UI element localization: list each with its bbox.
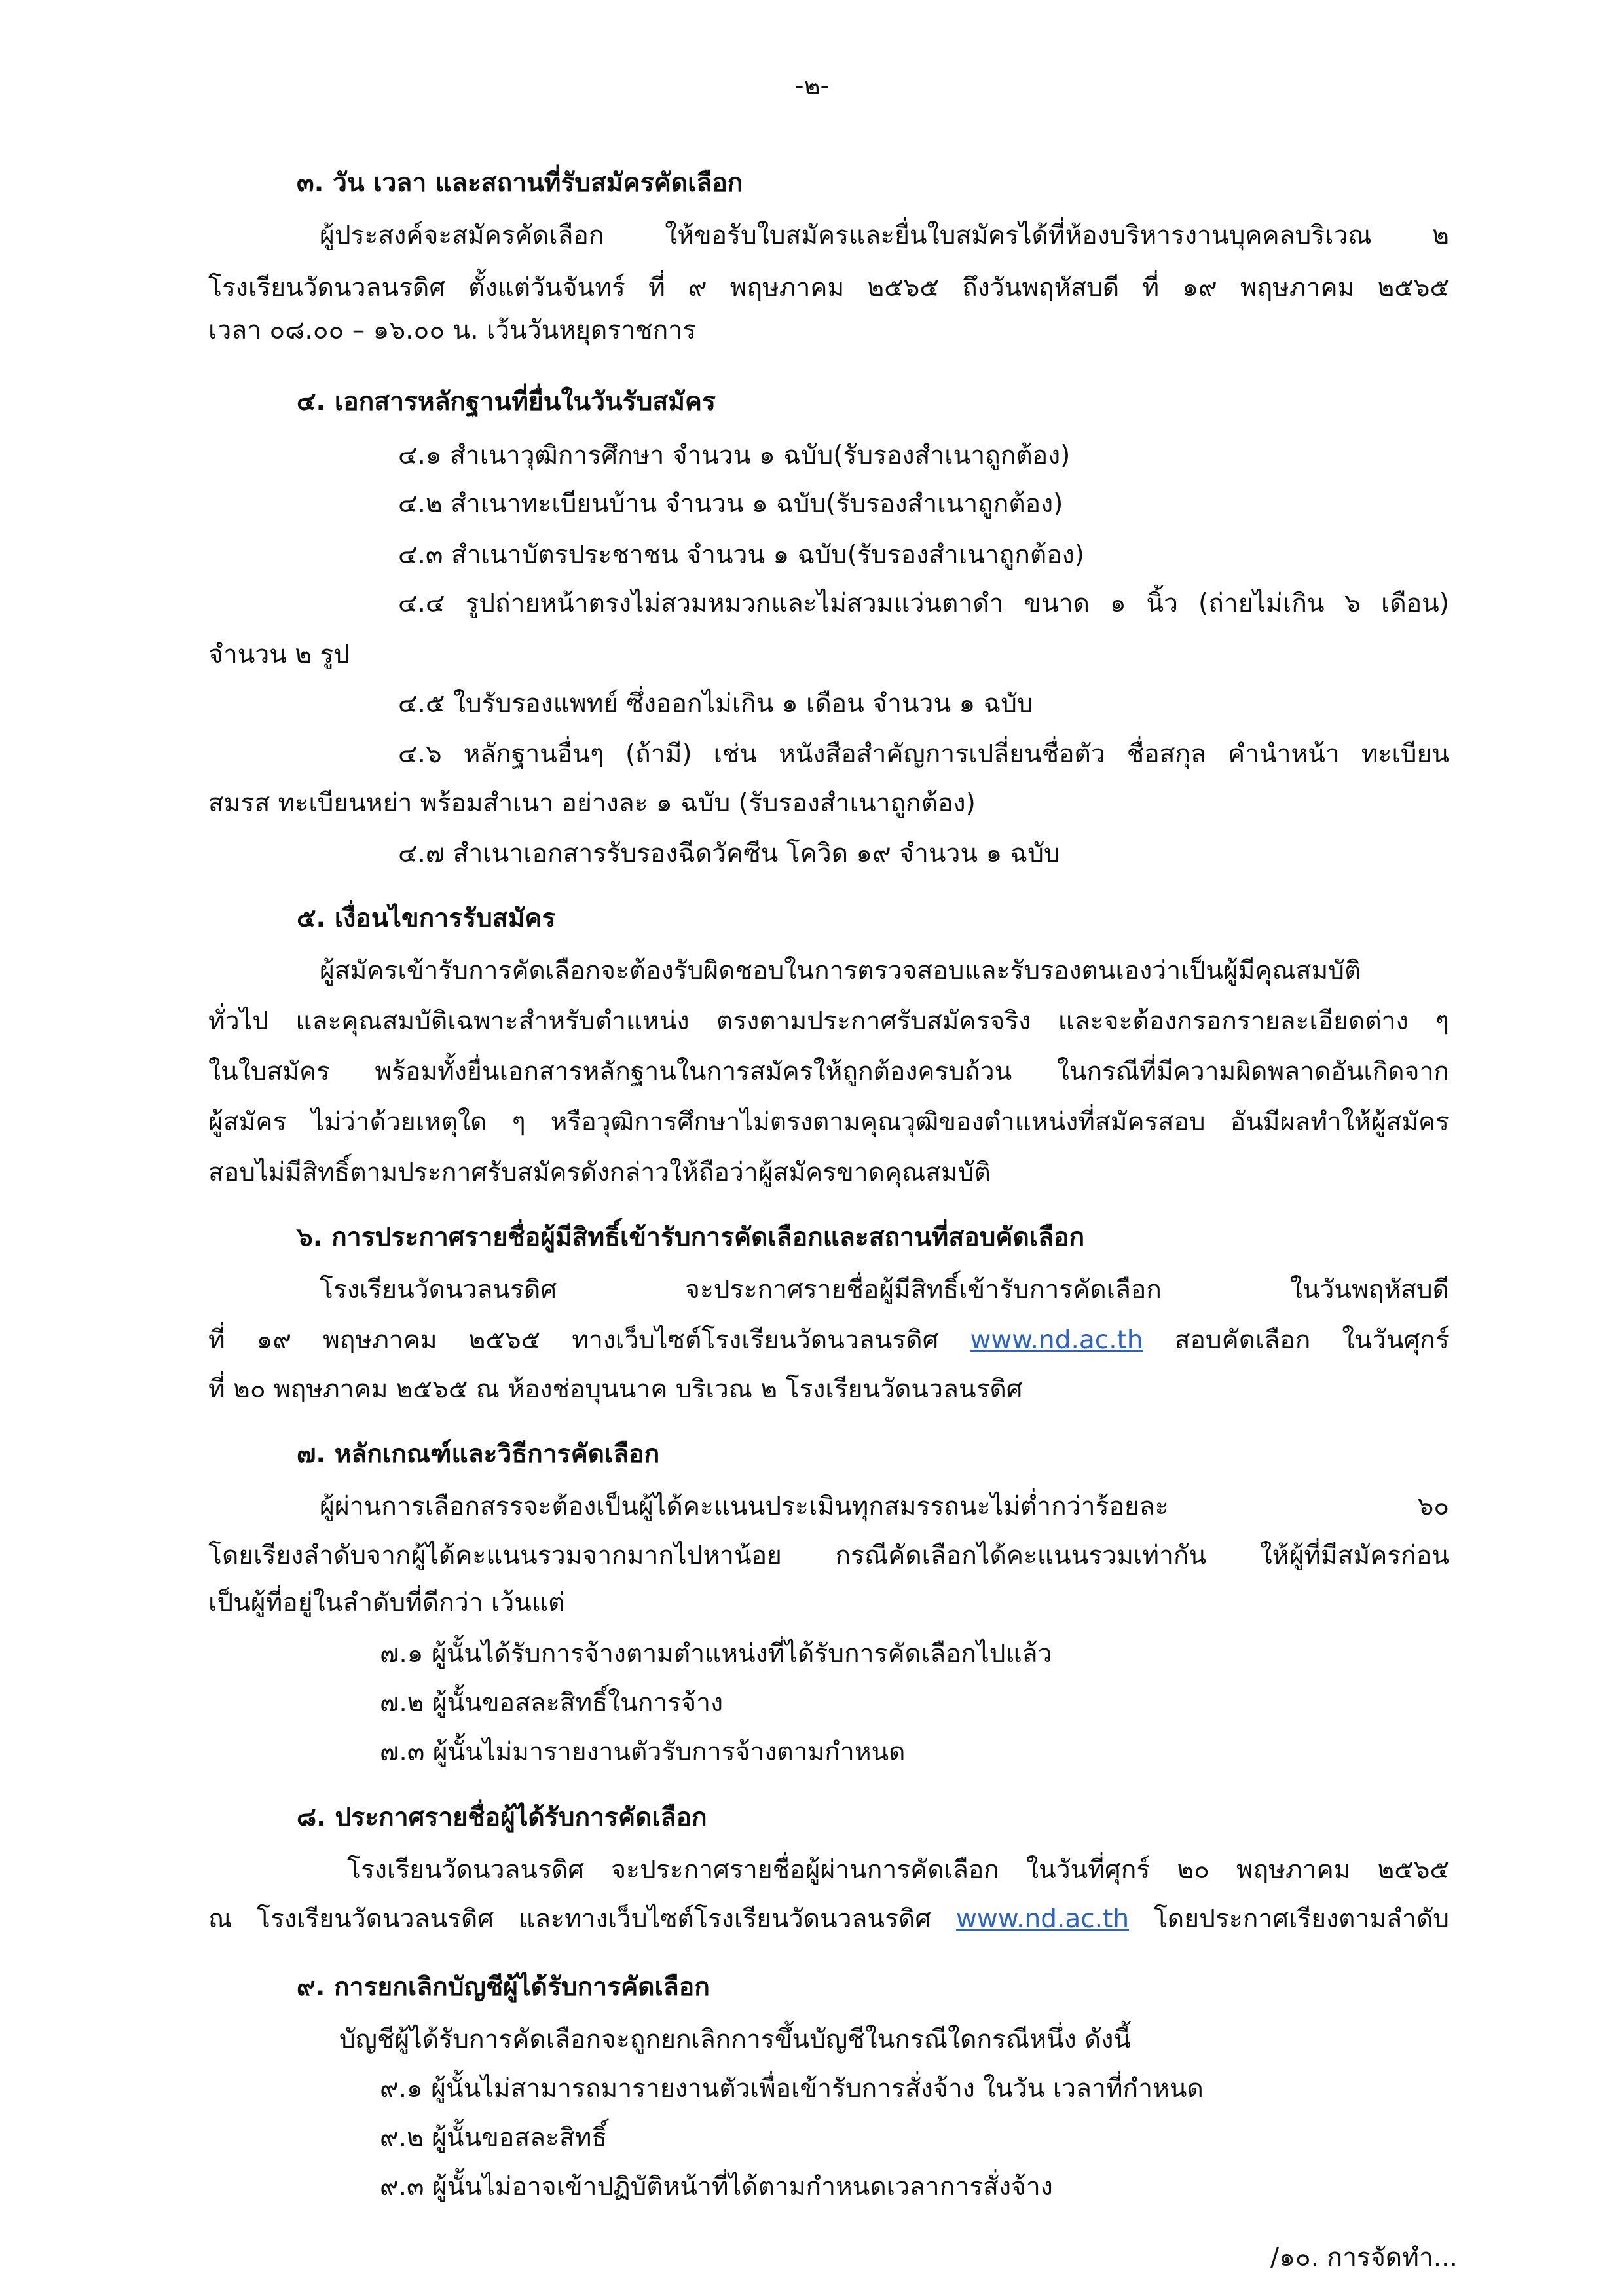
- section-8-line-1: โรงเรียนวัดนวลนรดิศ จะประกาศรายชื่อผู้ผ่านการคัดเลือก ในวันที่ศุกร์ ๒๐ พฤษภาคม ๒๕๖๕: [347, 1855, 1449, 1885]
- section-7-line-1: ผู้ผ่านการเลือกสรรจะต้องเป็นผู้ได้คะแนนประเมินทุกสมรรถนะไม่ต่ำกว่าร้อยละ ๖๐: [320, 1492, 1449, 1521]
- section-9-line-1: บัญชีผู้ได้รับการคัดเลือกจะถูกยกเลิกการขึ้นบัญชีในกรณีใดกรณีหนึ่ง ดังนี้: [339, 2025, 1132, 2054]
- section-4-heading: ๔. เอกสารหลักฐานที่ยื่นในวันรับสมัคร: [297, 387, 716, 416]
- continuation-note: /๑๐. การจัดทำ...: [1270, 2243, 1458, 2272]
- section-7-item-2: ๗.๒ ผู้นั้นขอสละสิทธิ์ในการจ้าง: [380, 1688, 724, 1718]
- section-4-item-4-line-1: ๔.๔ รูปถ่ายหน้าตรงไม่สวมหมวกและไม่สวมแว่นตาดำ ขนาด ๑ นิ้ว (ถ่ายไม่เกิน ๖ เดือน): [398, 589, 1449, 618]
- section-5-line-2: ทั่วไป และคุณสมบัติเฉพาะสำหรับตำแหน่ง ตรงตามประกาศรับสมัครจริง และจะต้องกรอกรายละเอียดต่าง ๆ: [208, 1007, 1449, 1036]
- section-3-line-1: ผู้ประสงค์จะสมัครคัดเลือก ให้ขอรับใบสมัครและยื่นใบสมัครได้ที่ห้องบริหารงานบุคคลบริเวณ ๒: [320, 221, 1449, 250]
- section-5-line-1: ผู้สมัครเข้ารับการคัดเลือกจะต้องรับผิดชอบในการตรวจสอบและรับรองตนเองว่าเป็นผู้มีคุณสมบัติ: [320, 956, 1361, 986]
- section-3-line-2: โรงเรียนวัดนวลนรดิศ ตั้งแต่วันจันทร์ ที่ ๙ พฤษภาคม ๒๕๖๕ ถึงวันพฤหัสบดี ที่ ๑๙ พฤษภาคม ๒๕๖๕: [208, 273, 1449, 303]
- section-8-line-2: [208, 1901, 1449, 1938]
- section-7-item-1: ๗.๑ ผู้นั้นได้รับการจ้างตามตำแหน่งที่ได้รับการคัดเลือกไปแล้ว: [380, 1639, 1052, 1669]
- section-5-line-5: สอบไม่มีสิทธิ์ตามประกาศรับสมัครดังกล่าวให้ถือว่าผู้สมัครขาดคุณสมบัติ: [208, 1158, 991, 1187]
- school-website-link[interactable]: www.nd.ac.th: [970, 1325, 1143, 1355]
- section-4-item-5: ๔.๕ ใบรับรองแพทย์ ซึ่งออกไม่เกิน ๑ เดือน จำนวน ๑ ฉบับ: [398, 689, 1033, 718]
- section-8-heading: ๘. ประกาศรายชื่อผู้ได้รับการคัดเลือก: [297, 1803, 707, 1832]
- section-9-item-2: ๙.๒ ผู้นั้นขอสละสิทธิ์: [380, 2123, 608, 2153]
- section-5-line-3: ในใบสมัคร พร้อมทั้งยื่นเอกสารหลักฐานในการสมัครให้ถูกต้องครบถ้วน ในกรณีที่มีความผิดพลาดอันเกิดจาก: [208, 1057, 1449, 1086]
- section-9-heading: ๙. การยกเลิกบัญชีผู้ได้รับการคัดเลือก: [297, 1972, 710, 2002]
- section-4-item-2: ๔.๒ สำเนาทะเบียนบ้าน จำนวน ๑ ฉบับ(รับรองสำเนาถูกต้อง): [398, 489, 1063, 519]
- section-6-line-2-text: ที่ ๑๙ พฤษภาคม ๒๕๖๕ ทางเว็บไซต์โรงเรียนวัดนวลนรดิศ: [208, 1325, 970, 1355]
- section-6-line-3: ที่ ๒๐ พฤษภาคม ๒๕๖๕ ณ ห้องช่อบุนนาค บริเวณ ๒ โรงเรียนวัดนวลนรดิศ: [208, 1375, 1023, 1404]
- school-website-link-2[interactable]: www.nd.ac.th: [955, 1904, 1130, 1934]
- section-8-line-2-text: ณ โรงเรียนวัดนวลนรดิศ และทางเว็บไซต์โรงเรียนวัดนวลนรดิศ: [208, 1904, 956, 1934]
- section-5-heading: ๕. เงื่อนไขการรับสมัคร: [297, 904, 556, 933]
- section-3-line-3: เวลา ๐๘.๐๐ – ๑๖.๐๐ น. เว้นวันหยุดราชการ: [208, 316, 697, 345]
- section-6-line-2-tail: สอบคัดเลือก ในวันศุกร์: [1143, 1325, 1449, 1355]
- section-4-item-3: ๔.๓ สำเนาบัตรประชาชน จำนวน ๑ ฉบับ(รับรองสำเนาถูกต้อง): [398, 540, 1084, 570]
- section-4-item-7: ๔.๗ สำเนาเอกสารรับรองฉีดวัคซีน โควิด ๑๙ จำนวน ๑ ฉบับ: [398, 839, 1060, 868]
- section-7-heading: ๗. หลักเกณฑ์และวิธีการคัดเลือก: [297, 1439, 660, 1469]
- section-9-item-3: ๙.๓ ผู้นั้นไม่อาจเข้าปฏิบัติหน้าที่ได้ตามกำหนดเวลาการสั่งจ้าง: [380, 2172, 1053, 2202]
- section-7-item-3: ๗.๓ ผู้นั้นไม่มารายงานตัวรับการจ้างตามกำหนด: [380, 1737, 906, 1767]
- section-8-line-2-tail: โดยประกาศเรียงตามลำดับ: [1129, 1904, 1449, 1934]
- section-3-heading: ๓. วัน เวลา และสถานที่รับสมัครคัดเลือก: [297, 168, 743, 198]
- section-6-line-1: โรงเรียนวัดนวลนรดิศ จะประกาศรายชื่อผู้มีสิทธิ์เข้ารับการคัดเลือก ในวันพฤหัสบดี: [320, 1275, 1449, 1304]
- section-6-line-2: [208, 1322, 1449, 1359]
- section-4-item-6-line-2: สมรส ทะเบียนหย่า พร้อมสำเนา อย่างละ ๑ ฉบับ (รับรองสำเนาถูกต้อง): [208, 788, 976, 818]
- section-4-item-1: ๔.๑ สำเนาวุฒิการศึกษา จำนวน ๑ ฉบับ(รับรองสำเนาถูกต้อง): [398, 441, 1071, 470]
- section-7-line-2: โดยเรียงลำดับจากผู้ได้คะแนนรวมจากมากไปหาน้อย กรณีคัดเลือกได้คะแนนรวมเท่ากัน ให้ผู้ที่มีสมัครก่อน: [208, 1541, 1449, 1570]
- section-9-item-1: ๙.๑ ผู้นั้นไม่สามารถมารายงานตัวเพื่อเข้ารับการสั่งจ้าง ในวัน เวลาที่กำหนด: [380, 2074, 1204, 2103]
- section-6-heading: ๖. การประกาศรายชื่อผู้มีสิทธิ์เข้ารับการคัดเลือกและสถานที่สอบคัดเลือก: [297, 1223, 1085, 1252]
- section-4-item-6-line-1: ๔.๖ หลักฐานอื่นๆ (ถ้ามี) เช่น หนังสือสำคัญการเปลี่ยนชื่อตัว ชื่อสกุล คำนำหน้า ทะเบียน: [398, 739, 1449, 769]
- page-number: -๒-: [794, 71, 830, 100]
- section-7-line-3: เป็นผู้ที่อยู่ในลำดับที่ดีกว่า เว้นแต่: [208, 1588, 565, 1617]
- section-4-item-4-line-2: จำนวน ๒ รูป: [208, 640, 350, 669]
- section-5-line-4: ผู้สมัคร ไม่ว่าด้วยเหตุใด ๆ หรือวุฒิการศึกษาไม่ตรงตามคุณวุฒิของตำแหน่งที่สมัครสอบ อันมีผลทำให้ผู้สมัคร: [208, 1107, 1449, 1137]
